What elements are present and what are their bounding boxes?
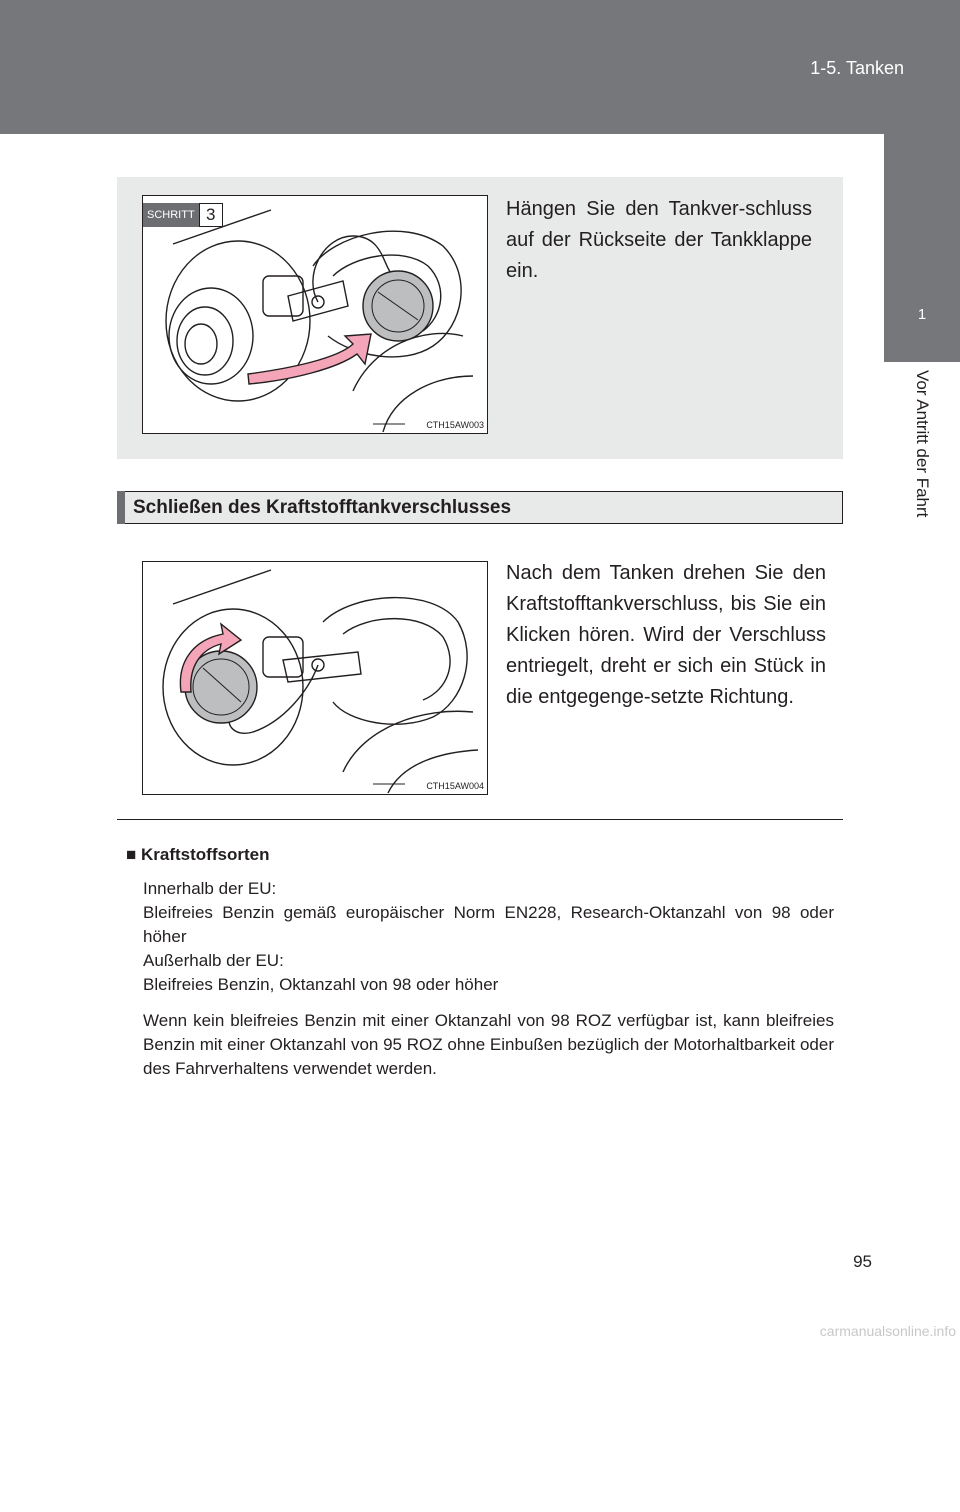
- step-badge-word: SCHRITT: [143, 203, 199, 227]
- figure-code-2: CTH15AW004: [426, 781, 484, 791]
- note-title-row: [126, 843, 834, 867]
- section-divider: [117, 819, 843, 820]
- note-line-eu: Innerhalb der EU:: [143, 879, 277, 898]
- page-number: 95: [853, 1252, 872, 1271]
- chapter-title-tab: [884, 362, 960, 1512]
- step-instruction: Hängen Sie den Tankver-schluss auf der Rückseite der Tankklappe ein.: [506, 198, 812, 282]
- figure-code: CTH15AW003: [426, 420, 484, 430]
- heading-bar: [117, 491, 125, 524]
- step-badge-number: 3: [199, 203, 223, 227]
- closing-instruction: Nach dem Tanken drehen Sie den Kraftstofftankverschluss, bis Sie ein Klicken hören. Wird der Verschluss entriegelt, dreht er sich ein Stück in die entgegenge-setzte Richtung.: [506, 562, 826, 708]
- section-heading: [117, 491, 843, 524]
- step-badge: [143, 203, 223, 227]
- note-line-non-eu: Außerhalb der EU:: [143, 951, 284, 970]
- arrow-icon: [248, 334, 371, 384]
- section-reference: 1-5. Tanken: [810, 58, 904, 78]
- section-heading-text: Schließen des Kraftstofftankverschlusses: [133, 496, 512, 518]
- fuel-cap-illustration: [143, 562, 487, 794]
- figure-hang-cap: [142, 195, 488, 434]
- footer-watermark[interactable]: carmanualsonline.info: [819, 1323, 956, 1339]
- note-paragraph: Wenn kein bleifreies Benzin mit einer Oktanzahl von 98 ROZ verfügbar ist, kann bleifreies Benzin mit einer Oktanzahl von 95 ROZ ohne Einbußen bezüglich der Motorhaltbarkeit oder des Fahrverhaltens verwendet werden.: [143, 1011, 834, 1078]
- fuel-door-illustration: [143, 196, 487, 433]
- chapter-tab: [884, 134, 960, 362]
- chapter-number: 1: [917, 306, 927, 323]
- figure-close-cap: [142, 561, 488, 795]
- note-line-non-eu-fuel: Bleifreies Benzin, Oktanzahl von 98 oder höher: [143, 975, 499, 994]
- chapter-title: Vor Antritt der Fahrt: [913, 370, 932, 518]
- note-marker: ■: [126, 845, 137, 864]
- note-title: Kraftstoffsorten: [141, 845, 270, 864]
- note-line-eu-fuel: Bleifreies Benzin gemäß europäischer Norm EN228, Research-Oktanzahl von 98 oder höher: [143, 903, 834, 946]
- fuel-types-note: [126, 843, 834, 1081]
